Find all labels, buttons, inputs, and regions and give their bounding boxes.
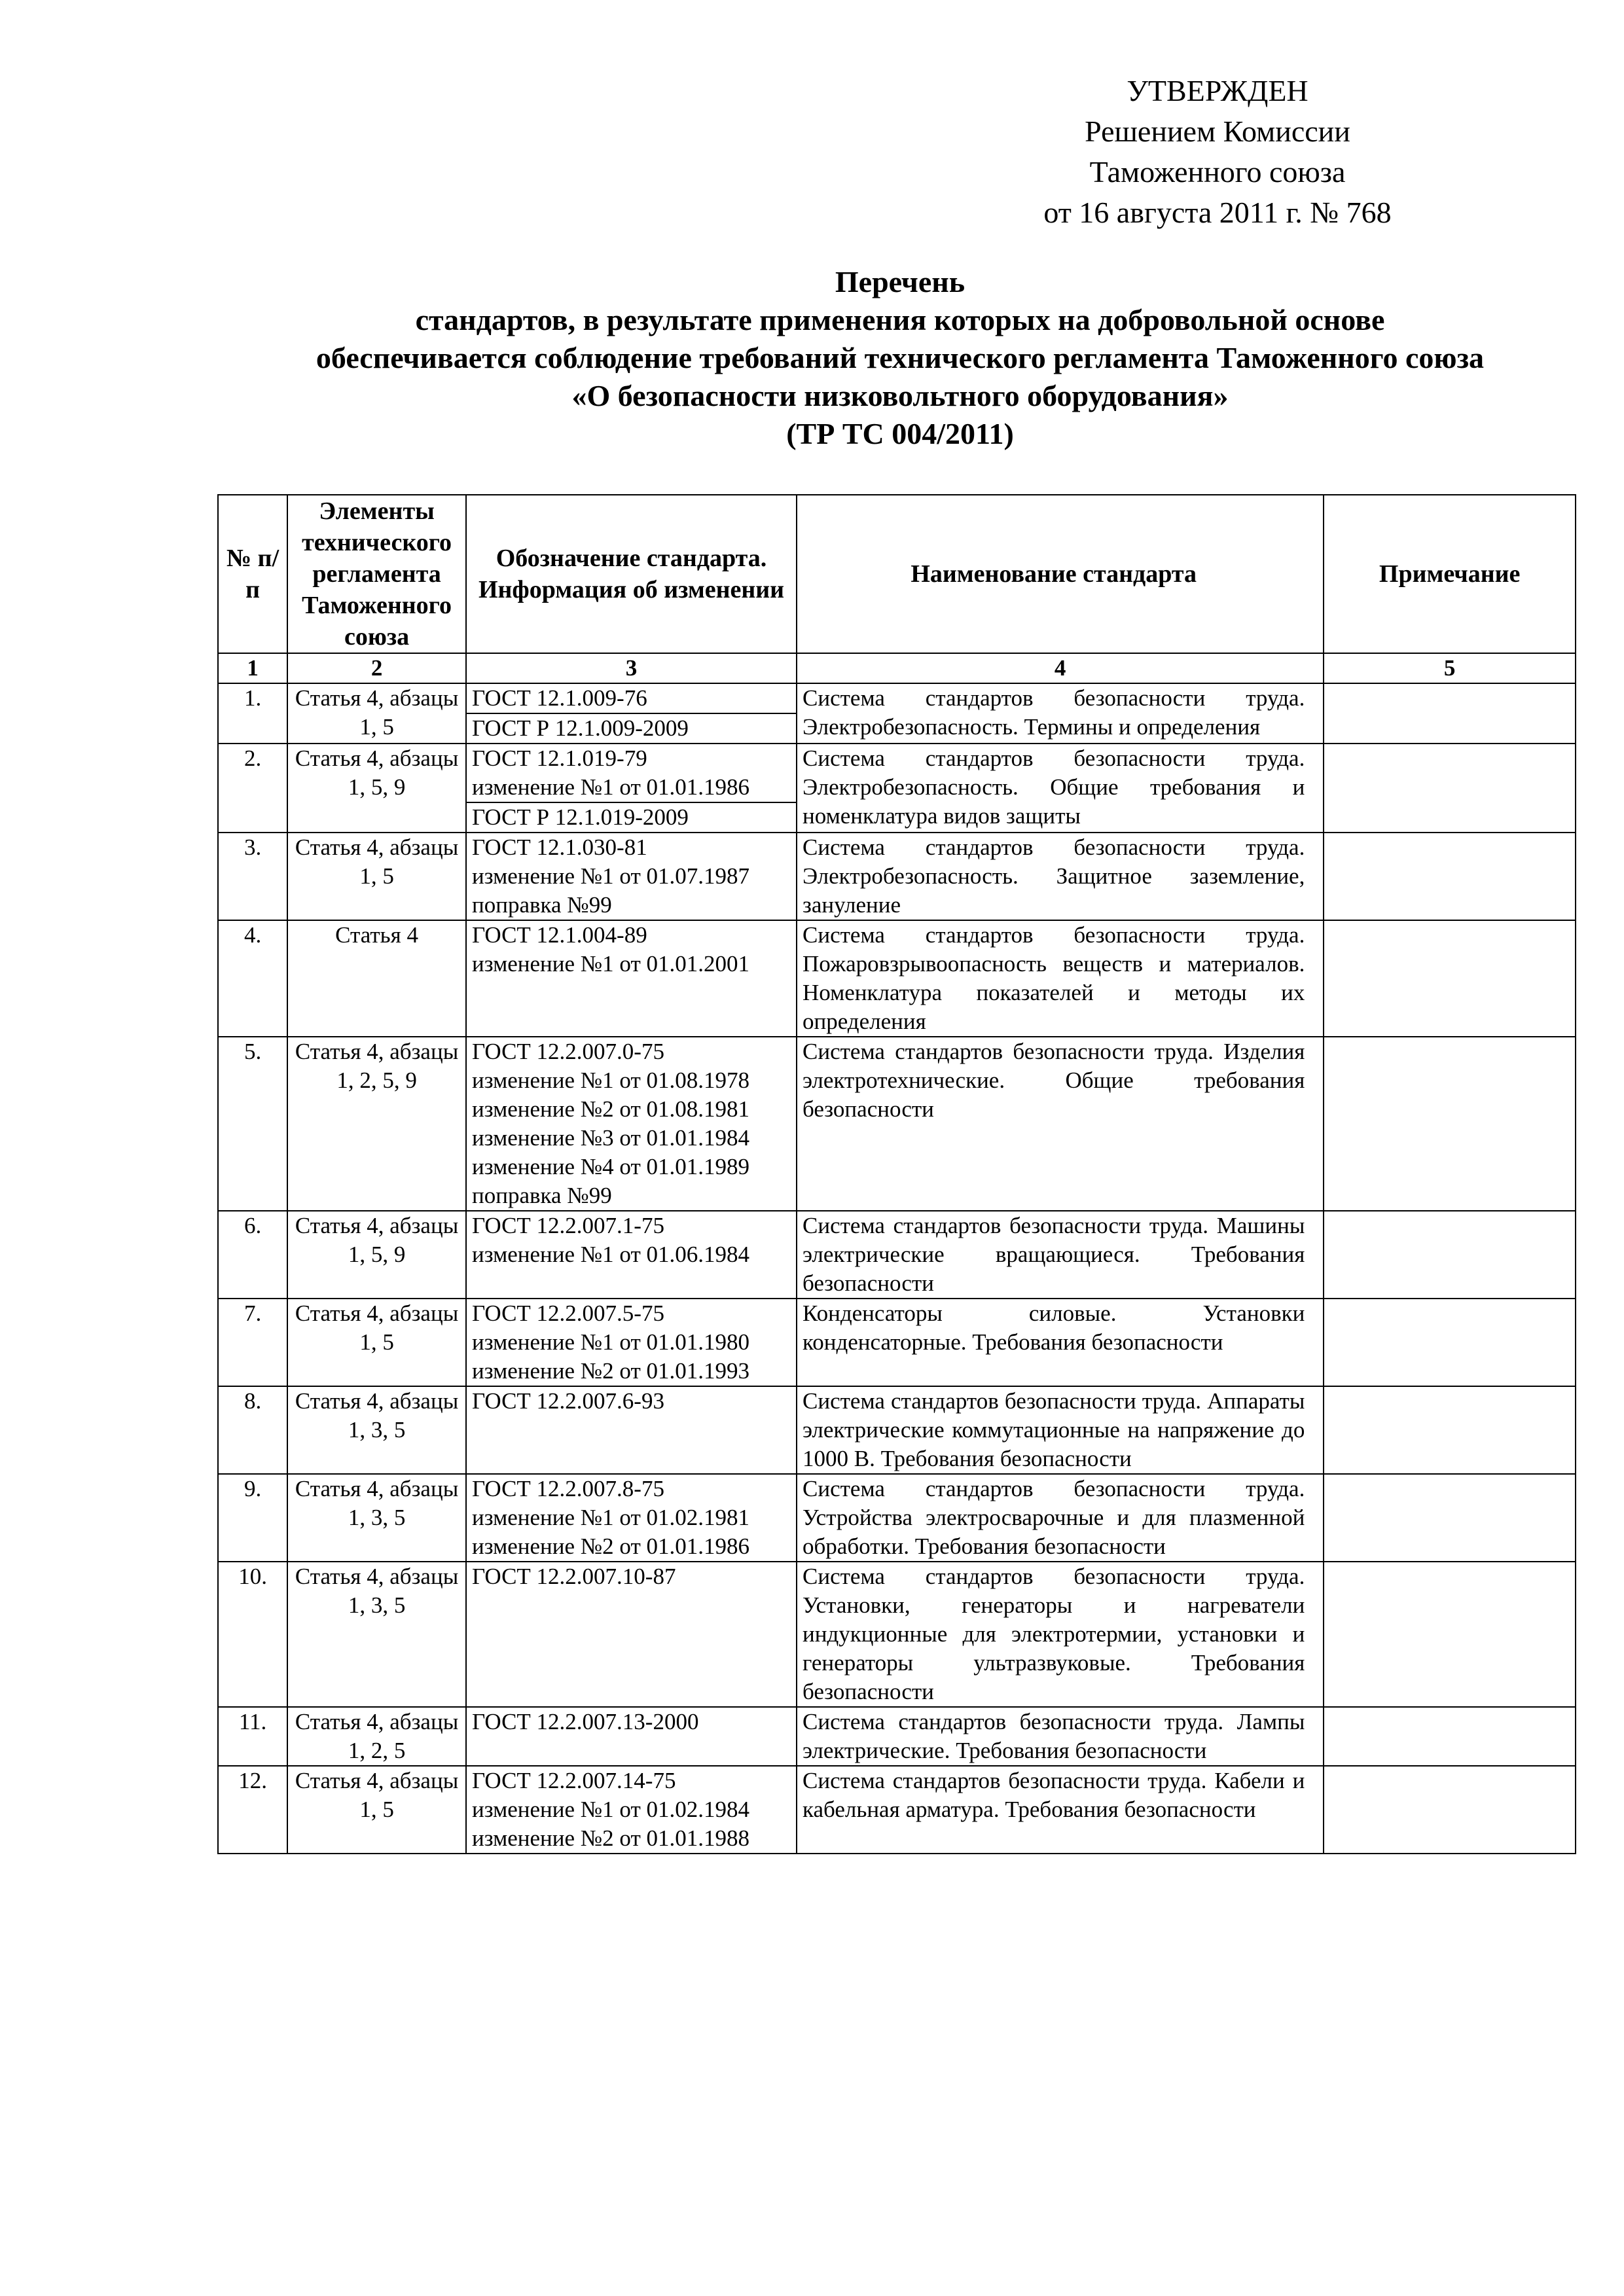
column-number-row — [218, 653, 1576, 683]
row-note — [1324, 1386, 1576, 1474]
row-designation — [466, 744, 797, 833]
header-number: № п/п — [218, 495, 287, 653]
row-element: Статья 4, абзацы 1, 3, 5 — [287, 1474, 466, 1562]
designation-line: изменение №2 от 01.01.1986 — [472, 1534, 749, 1559]
row-number: 12. — [218, 1766, 287, 1854]
row-element: Статья 4, абзацы 1, 2, 5 — [287, 1707, 466, 1766]
column-number: 4 — [797, 653, 1324, 683]
row-designation — [466, 1037, 797, 1211]
row-element: Статья 4, абзацы 1, 5 — [287, 1766, 466, 1854]
row-standard-name: Система стандартов безопасности труда. Лампы электрические. Требования безопасности — [797, 1707, 1324, 1766]
row-note — [1324, 1562, 1576, 1707]
designation-line: поправка №99 — [472, 892, 612, 918]
table-row — [218, 1707, 1576, 1766]
designation-line: изменение №1 от 01.06.1984 — [472, 1242, 749, 1267]
row-designation — [466, 683, 797, 744]
row-note — [1324, 1474, 1576, 1562]
designation-line: ГОСТ 12.2.007.10-87 — [472, 1564, 676, 1589]
row-number: 10. — [218, 1562, 287, 1707]
row-standard-name: Система стандартов безопасности труда. Пожаровзрывоопасность веществ и материалов. Номенклатура показателей и методы их определения — [797, 920, 1324, 1037]
approval-decision: Решением Комиссии — [1085, 115, 1350, 148]
designation-line: ГОСТ 12.2.007.6-93 — [472, 1388, 664, 1414]
row-number: 9. — [218, 1474, 287, 1562]
row-designation — [466, 1299, 797, 1386]
designation-line: ГОСТ 12.2.007.8-75 — [472, 1476, 664, 1501]
document-title — [196, 263, 1604, 453]
designation-line: изменение №2 от 01.08.1981 — [472, 1096, 749, 1122]
approval-date: от 16 августа 2011 г. № 768 — [1043, 196, 1392, 229]
row-element: Статья 4, абзацы 1, 5 — [287, 1299, 466, 1386]
row-number: 1. — [218, 683, 287, 744]
row-standard-name: Система стандартов безопасности труда. Аппараты электрические коммутационные на напряжение до 1000 В. Требования безопасности — [797, 1386, 1324, 1474]
column-number: 3 — [466, 653, 797, 683]
row-number: 5. — [218, 1037, 287, 1211]
row-note — [1324, 920, 1576, 1037]
row-number: 4. — [218, 920, 287, 1037]
approval-block — [949, 71, 1486, 233]
row-designation — [466, 1766, 797, 1854]
designation-line: изменение №1 от 01.01.2001 — [472, 951, 749, 977]
designation-line: ГОСТ 12.1.019-79 — [472, 745, 647, 771]
row-number: 6. — [218, 1211, 287, 1299]
designation-line: изменение №1 от 01.01.1980 — [472, 1329, 749, 1355]
designation-line: ГОСТ 12.2.007.14-75 — [472, 1768, 676, 1793]
designation-line: ГОСТ 12.2.007.1-75 — [472, 1213, 664, 1238]
header-name: Наименование стандарта — [797, 495, 1324, 653]
designation-line: изменение №2 от 01.01.1988 — [472, 1825, 749, 1851]
row-element: Статья 4, абзацы 1, 5, 9 — [287, 744, 466, 833]
designation-line: изменение №2 от 01.01.1993 — [472, 1358, 749, 1384]
row-note — [1324, 1299, 1576, 1386]
table-row — [218, 1766, 1576, 1854]
row-note — [1324, 1037, 1576, 1211]
row-designation — [466, 1211, 797, 1299]
row-standard-name: Система стандартов безопасности труда. Электробезопасность. Термины и определения — [797, 683, 1324, 744]
row-designation — [466, 920, 797, 1037]
table-row — [218, 1474, 1576, 1562]
row-designation — [466, 1386, 797, 1474]
row-number: 8. — [218, 1386, 287, 1474]
row-standard-name: Система стандартов безопасности труда. Установки, генераторы и нагреватели индукционные для электротермии, установки и генераторы ультразвуковые. Требования безопасности — [797, 1562, 1324, 1707]
approval-body: Таможенного союза — [1089, 155, 1346, 188]
designation-line: изменение №1 от 01.07.1987 — [472, 863, 749, 889]
table-header-row — [218, 495, 1576, 653]
row-designation — [466, 1474, 797, 1562]
title-line-2: стандартов, в результате применения которых на добровольной основе — [415, 303, 1385, 336]
table-row — [218, 1037, 1576, 1211]
header-elements: Элементы технического регламента Таможенного союза — [287, 495, 466, 653]
table-row — [218, 683, 1576, 744]
row-designation — [466, 1562, 797, 1707]
designation-line: изменение №1 от 01.08.1978 — [472, 1067, 749, 1093]
designation-line: изменение №1 от 01.02.1981 — [472, 1505, 749, 1530]
row-standard-name: Система стандартов безопасности труда. Электробезопасность. Защитное заземление, зануление — [797, 833, 1324, 920]
title-line-3: обеспечивается соблюдение требований технического регламента Таможенного союза — [316, 341, 1485, 374]
row-standard-name: Система стандартов безопасности труда. Машины электрические вращающиеся. Требования безопасности — [797, 1211, 1324, 1299]
title-line-5: (ТР ТС 004/2011) — [786, 417, 1014, 450]
designation-line: ГОСТ 12.1.030-81 — [472, 834, 647, 860]
table-row — [218, 1386, 1576, 1474]
designation-related-standard: ГОСТ Р 12.1.019-2009 — [467, 802, 796, 832]
header-designation: Обозначение стандарта. Информация об изменении — [466, 495, 797, 653]
row-element: Статья 4, абзацы 1, 5 — [287, 833, 466, 920]
row-designation — [466, 1707, 797, 1766]
row-standard-name: Система стандартов безопасности труда. Кабели и кабельная арматура. Требования безопасности — [797, 1766, 1324, 1854]
row-note — [1324, 1707, 1576, 1766]
row-number: 2. — [218, 744, 287, 833]
row-note — [1324, 1766, 1576, 1854]
header-note: Примечание — [1324, 495, 1576, 653]
row-designation — [466, 833, 797, 920]
designation-line: изменение №1 от 01.02.1984 — [472, 1797, 749, 1822]
column-number: 5 — [1324, 653, 1576, 683]
row-note — [1324, 1211, 1576, 1299]
row-number: 3. — [218, 833, 287, 920]
row-element: Статья 4, абзацы 1, 5, 9 — [287, 1211, 466, 1299]
title-line-4: «О безопасности низковольтного оборудования» — [571, 379, 1229, 412]
table-row — [218, 744, 1576, 833]
table-body — [218, 683, 1576, 1854]
row-standard-name: Система стандартов безопасности труда. Устройства электросварочные и для плазменной обработки. Требования безопасности — [797, 1474, 1324, 1562]
column-number: 2 — [287, 653, 466, 683]
designation-line: ГОСТ 12.2.007.0-75 — [472, 1039, 664, 1064]
row-standard-name: Система стандартов безопасности труда. Электробезопасность. Общие требования и номенклатура видов защиты — [797, 744, 1324, 833]
row-element: Статья 4, абзацы 1, 5 — [287, 683, 466, 744]
designation-line: ГОСТ 12.1.009-76 — [472, 685, 647, 711]
table-row — [218, 1562, 1576, 1707]
table-row — [218, 833, 1576, 920]
title-line-1: Перечень — [835, 265, 965, 298]
row-element: Статья 4, абзацы 1, 2, 5, 9 — [287, 1037, 466, 1211]
designation-line: изменение №3 от 01.01.1984 — [472, 1125, 749, 1151]
row-element: Статья 4 — [287, 920, 466, 1037]
row-note — [1324, 683, 1576, 744]
designation-line: ГОСТ 12.1.004-89 — [472, 922, 647, 948]
designation-line: ГОСТ 12.2.007.5-75 — [472, 1300, 664, 1326]
designation-line: поправка №99 — [472, 1183, 612, 1208]
designation-line: изменение №1 от 01.01.1986 — [472, 774, 749, 800]
table-row — [218, 1211, 1576, 1299]
table-row — [218, 1299, 1576, 1386]
approval-status: УТВЕРЖДЕН — [1127, 74, 1308, 107]
designation-line: ГОСТ 12.2.007.13-2000 — [472, 1709, 699, 1734]
row-element: Статья 4, абзацы 1, 3, 5 — [287, 1386, 466, 1474]
designation-related-standard: ГОСТ Р 12.1.009-2009 — [467, 713, 796, 743]
row-standard-name: Конденсаторы силовые. Установки конденсаторные. Требования безопасности — [797, 1299, 1324, 1386]
row-number: 7. — [218, 1299, 287, 1386]
designation-line: изменение №4 от 01.01.1989 — [472, 1154, 749, 1179]
row-number: 11. — [218, 1707, 287, 1766]
column-number: 1 — [218, 653, 287, 683]
table-row — [218, 920, 1576, 1037]
row-note — [1324, 833, 1576, 920]
row-standard-name: Система стандартов безопасности труда. Изделия электротехнические. Общие требования безопасности — [797, 1037, 1324, 1211]
row-note — [1324, 744, 1576, 833]
standards-table — [217, 494, 1576, 1854]
row-element: Статья 4, абзацы 1, 3, 5 — [287, 1562, 466, 1707]
